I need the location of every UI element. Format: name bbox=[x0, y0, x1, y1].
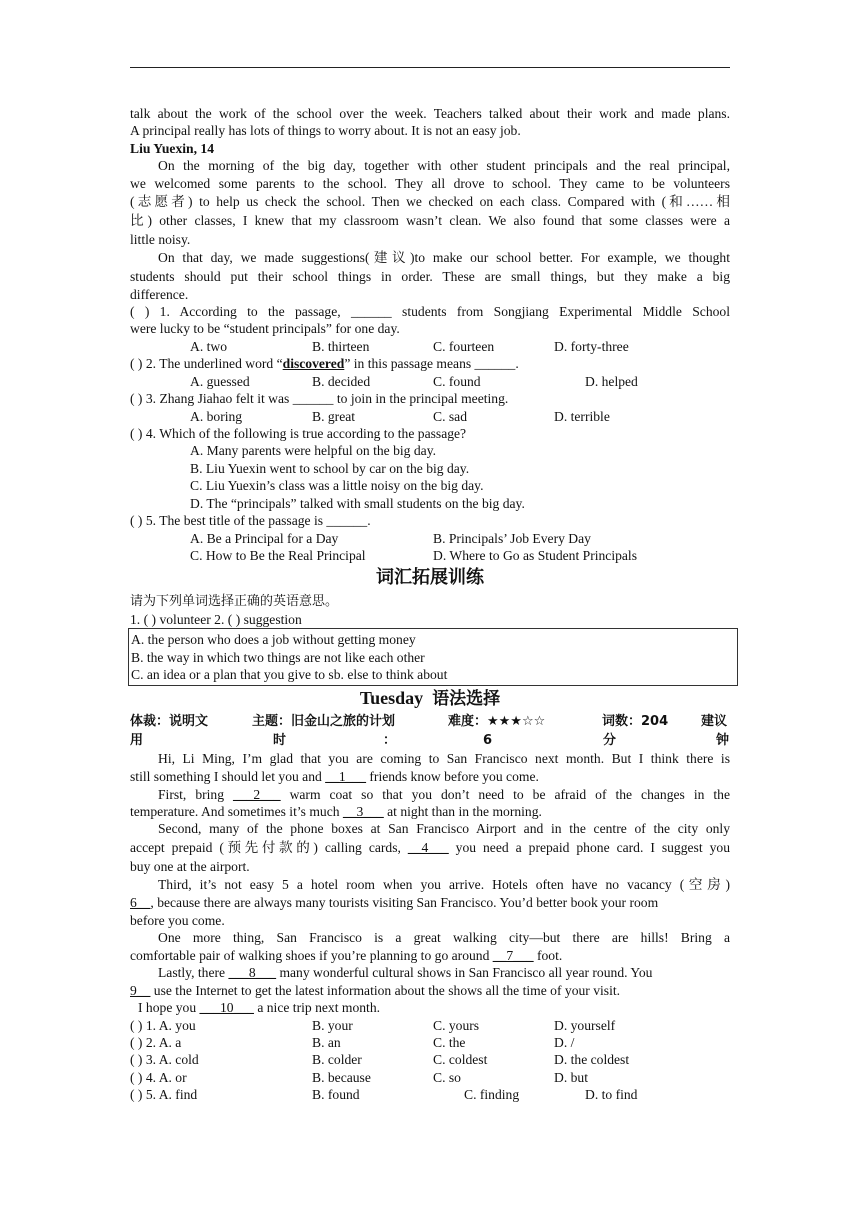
question-stem: ( ) 1. A. you bbox=[130, 1018, 196, 1033]
option: C. fourteen bbox=[433, 339, 495, 354]
text: friends know before you come. bbox=[366, 769, 539, 784]
text: use the Internet to get the latest information about the shows all the time of your visit. bbox=[150, 983, 621, 998]
blank-4: __4___ bbox=[407, 840, 449, 855]
passage-line: Third, it’s not easy 5 a hotel room when you arrive. Hotels often have no vacancy (空房) bbox=[158, 877, 730, 892]
passage-line bbox=[130, 839, 730, 856]
meta-difficulty: 难度：★★★☆☆ bbox=[448, 714, 546, 729]
section-title: 词汇拓展训练 bbox=[376, 567, 484, 588]
option: B. your bbox=[312, 1018, 353, 1033]
option: D. but bbox=[554, 1070, 588, 1085]
option: C. yours bbox=[433, 1018, 480, 1033]
option: C. the bbox=[433, 1035, 466, 1050]
definition: B. the way in which two things are not like each other bbox=[131, 650, 425, 665]
blank-3: __3___ bbox=[342, 804, 384, 819]
underlined-word: discovered bbox=[282, 356, 345, 371]
passage-line: before you come. bbox=[130, 913, 225, 928]
meta-genre: 体裁：说明文 bbox=[130, 714, 209, 729]
passage-line: A principal really has lots of things to worry about. It is not an easy job. bbox=[130, 123, 521, 138]
passage-line bbox=[130, 768, 730, 785]
question-2-pre: ( ) 2. The underlined word “ bbox=[130, 356, 283, 371]
option: B. colder bbox=[312, 1052, 362, 1067]
question-2-post: ” in this passage means ______. bbox=[344, 356, 519, 371]
meta-time-part: 6 bbox=[483, 733, 493, 748]
text: , because there are always many tourists visiting San Francisco. You’d better book your room bbox=[150, 895, 659, 910]
option: B. great bbox=[312, 409, 356, 424]
option: C. Liu Yuexin’s class was a little noisy on the big day. bbox=[190, 478, 484, 493]
option: C. found bbox=[433, 374, 481, 389]
option: D. forty-three bbox=[554, 339, 629, 354]
instruction-text: 请为下列单词选择正确的英语意思。 bbox=[130, 594, 339, 609]
option: D. / bbox=[554, 1035, 575, 1050]
option: B. Liu Yuexin went to school by car on the big day. bbox=[190, 461, 470, 476]
question-1-stem-cont: were lucky to be “student principals” for one day. bbox=[130, 321, 400, 336]
question-4-stem: ( ) 4. Which of the following is true according to the passage? bbox=[130, 426, 467, 441]
section-title-en: Tuesday bbox=[359, 688, 424, 708]
meta-words: 词数：204 bbox=[602, 714, 669, 729]
passage-line bbox=[138, 999, 738, 1016]
question-stem: ( ) 5. A. find bbox=[130, 1087, 198, 1102]
text: accept prepaid (预先付款的) calling cards, bbox=[130, 840, 408, 855]
option: A. Many parents were helpful on the big day. bbox=[190, 443, 437, 458]
option: D. terrible bbox=[554, 409, 610, 424]
text: at night than in the morning. bbox=[383, 804, 542, 819]
question-1-stem: ( ) 1. According to the passage, ______ students from Songjiang Experimental Middle School bbox=[130, 304, 730, 319]
passage-line: (志愿者) to help us check the school. Then we checked on each class. Compared with (和……相 bbox=[130, 194, 730, 209]
question-3-stem: ( ) 3. Zhang Jiahao felt it was ______ to join in the principal meeting. bbox=[130, 391, 509, 406]
option: D. The “principals” talked with small students on the big day. bbox=[190, 496, 525, 511]
passage-line bbox=[130, 964, 730, 981]
passage-line: 比) other classes, I knew that my classroom wasn’t clean. We also found that some classes were a bbox=[130, 213, 730, 228]
passage-line: little noisy. bbox=[130, 232, 191, 247]
question-stem: ( ) 2. A. a bbox=[130, 1035, 182, 1050]
blank-8: ___8___ bbox=[228, 965, 277, 980]
text: warm coat so that you don’t need to be afraid of the changes in the bbox=[280, 787, 731, 802]
option: D. helped bbox=[585, 374, 638, 389]
blank-10: ___10___ bbox=[199, 1000, 254, 1015]
passage-line: students should put their school things in order. These are small things, but they make a big bbox=[130, 269, 730, 284]
option: B. found bbox=[312, 1087, 360, 1102]
option: A. guessed bbox=[190, 374, 250, 389]
text: foot. bbox=[533, 948, 563, 963]
blank-6: 6__ bbox=[130, 895, 151, 910]
option: B. decided bbox=[312, 374, 371, 389]
text: a nice trip next month. bbox=[253, 1000, 381, 1015]
passage-line: Second, many of the phone boxes at San Francisco Airport and in the centre of the city only bbox=[158, 821, 730, 836]
text: temperature. And sometimes it’s much bbox=[130, 804, 343, 819]
blank-1: __1___ bbox=[325, 769, 366, 784]
section-title-cn: 语法选择 bbox=[432, 689, 501, 709]
meta-topic: 主题：旧金山之旅的计划 bbox=[252, 714, 396, 729]
text: many wonderful cultural shows in San Francisco all year round. You bbox=[276, 965, 653, 980]
passage-line bbox=[130, 894, 730, 911]
text: you need a prepaid phone card. I suggest you bbox=[448, 840, 730, 855]
option: C. coldest bbox=[433, 1052, 488, 1067]
question-5-stem: ( ) 5. The best title of the passage is ______. bbox=[130, 513, 371, 528]
option: D. to find bbox=[585, 1087, 638, 1102]
passage-line: One more thing, San Francisco is a great walking city—but there are hills! Bring a bbox=[158, 930, 730, 945]
option: A. boring bbox=[190, 409, 243, 424]
meta-time-part: 时 bbox=[273, 733, 287, 748]
text: First, bring bbox=[158, 787, 234, 802]
passage-line bbox=[130, 803, 730, 820]
vocab-items: 1. ( ) volunteer 2. ( ) suggestion bbox=[130, 612, 302, 627]
passage-line bbox=[130, 786, 730, 803]
text: still something I should let you and bbox=[130, 769, 326, 784]
option: D. Where to Go as Student Principals bbox=[433, 548, 637, 563]
blank-9: 9__ bbox=[130, 983, 151, 998]
option: B. thirteen bbox=[312, 339, 370, 354]
definition: C. an idea or a plan that you give to sb. else to think about bbox=[131, 667, 448, 682]
passage-line bbox=[130, 982, 730, 999]
option: C. How to Be the Real Principal bbox=[190, 548, 366, 563]
author-label: Liu Yuexin, 14 bbox=[130, 141, 214, 156]
text: Lastly, there bbox=[158, 965, 229, 980]
question-2-stem bbox=[130, 355, 730, 372]
section-title bbox=[130, 686, 730, 711]
passage-line: buy one at the airport. bbox=[130, 859, 250, 874]
option: A. Be a Principal for a Day bbox=[190, 531, 339, 546]
meta-time-part: 分 bbox=[603, 733, 617, 748]
passage-line: Hi, Li Ming, I’m glad that you are coming to San Francisco next month. But I think there is bbox=[158, 751, 730, 766]
passage-line: talk about the work of the school over the week. Teachers talked about their work and made plans. bbox=[130, 106, 730, 121]
meta-time-part: 用 bbox=[130, 733, 144, 748]
question-stem: ( ) 3. A. cold bbox=[130, 1052, 199, 1067]
definition: A. the person who does a job without getting money bbox=[131, 632, 416, 647]
passage-line: On the morning of the big day, together with other student principals and the real principal, bbox=[158, 158, 730, 173]
blank-2: ___2___ bbox=[233, 787, 281, 802]
passage-line: On that day, we made suggestions(建议)to make our school better. For example, we thought bbox=[158, 250, 730, 265]
blank-7: __7___ bbox=[492, 948, 534, 963]
option: C. finding bbox=[464, 1087, 520, 1102]
meta-time-part: ： bbox=[383, 733, 397, 748]
option: D. the coldest bbox=[554, 1052, 630, 1067]
option: A. two bbox=[190, 339, 228, 354]
header-rule bbox=[130, 67, 730, 68]
option: B. an bbox=[312, 1035, 341, 1050]
option: D. yourself bbox=[554, 1018, 616, 1033]
option: B. because bbox=[312, 1070, 371, 1085]
text: comfortable pair of walking shoes if you’re planning to go around bbox=[130, 948, 493, 963]
question-stem: ( ) 4. A. or bbox=[130, 1070, 187, 1085]
passage-line: we welcomed some parents to the school. They all drove to school. They came to be volunteers bbox=[130, 176, 730, 191]
passage-line: difference. bbox=[130, 287, 189, 302]
definition-box bbox=[128, 628, 738, 686]
passage-line bbox=[130, 947, 730, 964]
meta-time-part: 钟 bbox=[716, 733, 730, 748]
option: C. sad bbox=[433, 409, 467, 424]
meta-suggest: 建议 bbox=[701, 714, 728, 729]
text: I hope you bbox=[138, 1000, 200, 1015]
option: C. so bbox=[433, 1070, 461, 1085]
option: B. Principals’ Job Every Day bbox=[433, 531, 591, 546]
